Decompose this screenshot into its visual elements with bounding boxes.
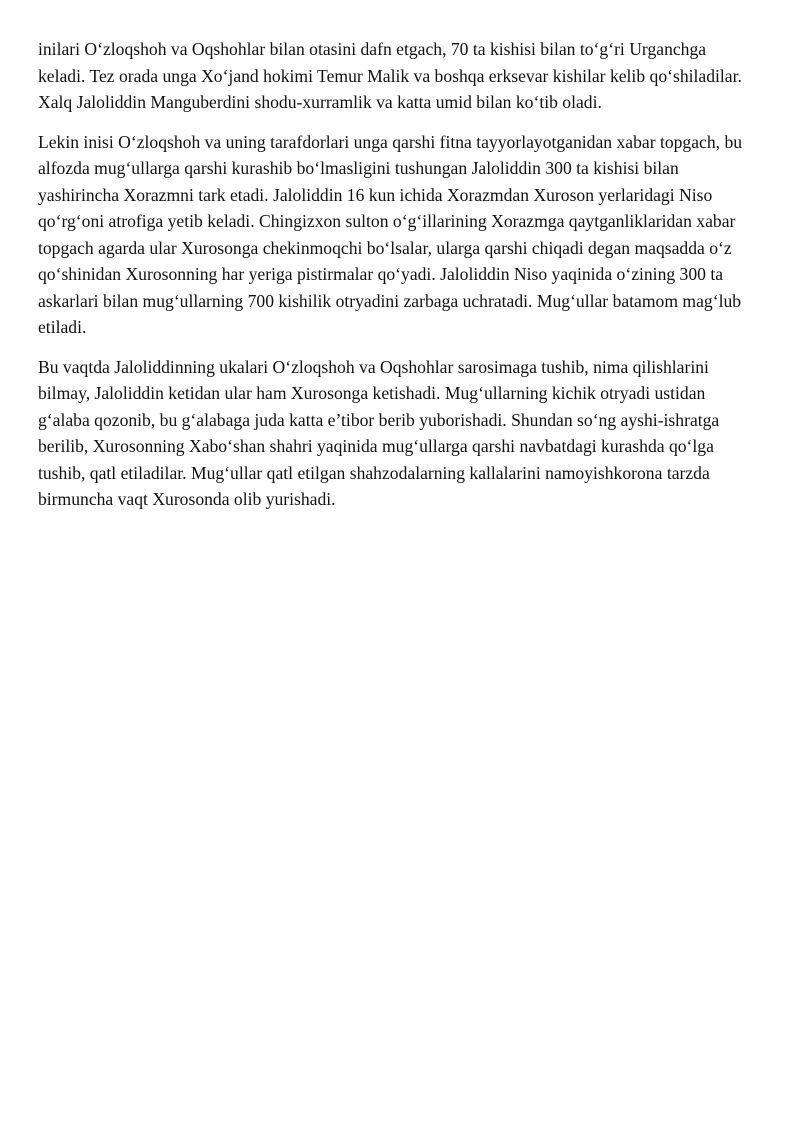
- paragraph-3: Bu vaqtda Jaloliddinning ukalari O‘zloqshoh va Oqshohlar sarosimaga tushib, nima qilishlarini bilmay, Jaloliddin ketidan ular ham Xurosonga ketishadi. Mug‘ullarning kichik otryadi ustidan g‘alaba qozonib, bu g‘alabaga juda katta e’tibor berib yuborishadi. Shundan so‘ng ayshi-ishratga berilib, Xurosonning Xabo‘shan shahri yaqinida mug‘ullarga qarshi navbatdagi kurashda qo‘lga tushib, qatl etiladilar. Mug‘ullar qatl etilgan shahzodalarning kallalarini namoyishkorona tarzda birmuncha vaqt Xurosonda olib yurishadi.: [38, 356, 720, 509]
- paragraph-2: Lekin inisi O‘zloqshoh va uning tarafdorlari unga qarshi fitna tayyorlayotganidan xabar topgach, bu alfozda mug‘ullarga qarshi kurashib bo‘lmasligini tushungan Jaloliddin 300 ta kishisi bilan yashirincha Xorazmni tark etadi. Jaloliddin 16 kun ichida Xorazmdan Xuroson yerlaridagi Niso qo‘rg‘oni atrofiga yetib keladi. Chingizxon sulton o‘g‘illarining Xorazmga qaytganliklaridan xabar topgach agarda ular Xurosonga chekinmoqchi bo‘lsalar, ularga qarshi chiqadi degan maqsadda o‘z qo‘shinidan Xurosonning har yeriga pistirmalar qo‘yadi. Jaloliddin Niso yaqinida o‘zining 300 ta askarlari bilan mug‘ullarning 700 kishilik otryadini zarbaga uchratadi. Mug‘ullar batamom mag‘lub etiladi.: [38, 131, 743, 337]
- paragraph-1: inilari O‘zloqshoh va Oqshohlar bilan otasini dafn etgach, 70 ta kishisi bilan to‘g‘ri Urganchga keladi. Tez orada unga Xo‘jand hokimi Temur Malik va boshqa erksevar kishilar kelib qo‘shiladilar. Xalq Jaloliddin Manguberdini shodu-xurramlik va katta umid bilan ko‘tib oladi.: [38, 39, 742, 112]
